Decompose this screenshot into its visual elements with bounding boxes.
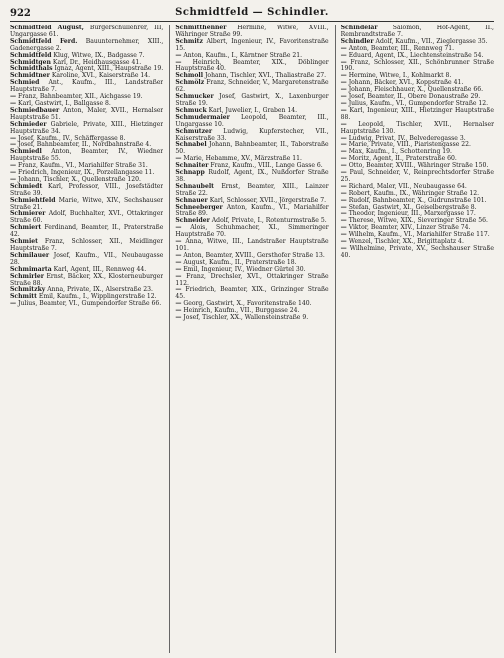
entry-name: — — [10, 134, 17, 142]
directory-entry — [10, 184, 163, 198]
entry-name: Schmitt — [10, 293, 37, 301]
entry-name: Schmiedl — [10, 148, 42, 156]
entry-details: Richard, Maler, VII., Neubaugasse 64. — [348, 182, 467, 190]
directory-entry — [341, 25, 494, 39]
directory-entry — [175, 170, 328, 184]
entry-details: Salomon, Hof-Agent, II., Rembrandtstraße 7. — [340, 25, 494, 38]
entry-name: Schindler — [340, 37, 374, 45]
entry-details: Robert, Kaufm., IX., Währinger Straße 12. — [348, 189, 480, 197]
entry-details: Klug, Witwe, IX., Badgasse 7. — [53, 51, 145, 59]
page-header — [10, 7, 494, 22]
entry-details: Adolf, Kaufm., VII., Zieglergasse 35. — [375, 37, 488, 45]
entry-name: Schmudermaier — [175, 113, 230, 121]
entry-details: Karl, Dr., Heidhausgasse 41. — [52, 58, 142, 66]
entry-name: Schmimarta — [10, 265, 52, 273]
directory-entry — [10, 108, 163, 122]
entry-details: Stefan, Gastwirt, XI., Geiselbergstraße 8. — [348, 203, 477, 211]
entry-details: Alois, Schuhmacher, XI., Simmeringer Hauptstraße 70. — [175, 224, 329, 239]
directory-entry — [175, 25, 328, 39]
entry-name: — — [10, 300, 17, 308]
entry-name: Schmitthenner — [175, 25, 227, 31]
entry-name: Schmuck — [175, 106, 207, 114]
running-title: Schmidtfeld — Schindler. — [175, 7, 329, 18]
directory-entry — [341, 108, 494, 122]
entry-details: Karl, Schlosser, XVII., Jörgerstraße 7. — [209, 196, 327, 204]
directory-entry — [175, 205, 328, 219]
entry-name: Schindelar — [340, 25, 378, 31]
entry-name: — — [340, 203, 347, 211]
entry-details: Anton, Maler, XVII., Hernalser Hauptstraße 51. — [10, 106, 164, 121]
entry-details: Moritz, Agent, II., Praterstraße 60. — [348, 155, 457, 163]
entry-details: Josef, Gastwirt, X., Laxenburger Straße 19. — [175, 93, 329, 107]
entry-name: — — [340, 155, 347, 163]
directory-entry — [175, 129, 328, 143]
entry-details: Adolf, Buchhalter, XVI., Ottakringer Straße 60. — [10, 210, 164, 225]
entry-name: Schmucker — [175, 93, 214, 101]
entry-details: Johann, Bahnbeamter, II., Taborstraße 50. — [175, 141, 329, 156]
directory-columns — [10, 25, 494, 653]
entry-name: — — [340, 99, 347, 107]
entry-name: Schnapp — [175, 169, 205, 177]
entry-name: — — [10, 93, 17, 101]
directory-entry — [175, 94, 328, 108]
entry-details: Anton, Beamter, III., Rennweg 71. — [348, 44, 455, 52]
entry-name: — — [175, 258, 182, 266]
entry-details: Viktor, Beamter, XIV., Linzer Straße 74. — [348, 224, 471, 232]
entry-details: Anton, Beamter, IV., Wiedner Hauptstraße 55. — [10, 148, 164, 163]
entry-details: Ernst, Beamter, XIII., Lainzer Straße 22. — [175, 182, 329, 197]
entry-name: — — [340, 120, 347, 128]
entry-name: Schnauer — [175, 196, 208, 204]
entry-details: Bürgerschullehrer, III, Ungargasse 61. — [10, 25, 164, 38]
entry-details: Franz, Drechsler, XVI., Ottakringer Straße 112. — [175, 272, 329, 287]
entry-details: Johann, Bäcker, XVI., Koppstraße 41. — [348, 79, 464, 87]
entry-details: Josef, Bahnbeamter, II., Nordbahnstraße 4. — [18, 141, 152, 149]
entry-name: — — [340, 196, 347, 204]
entry-name: — — [175, 307, 182, 315]
entry-details: Julius, Beamter, VI., Gumpendorfer Straße 66. — [18, 300, 162, 308]
entry-name: Schmidtfeld — [10, 51, 52, 59]
entry-name: Schnaubelt — [175, 182, 214, 190]
entry-details: Marie, Hebamme, XV., Märzstraße 11. — [183, 155, 302, 163]
entry-details: Josef, Beamter, II., Obere Donaustraße 29. — [348, 93, 481, 101]
directory-entry — [175, 39, 328, 53]
entry-details: Wilhelmine, Private, XV., Sechshauser Straße 40. — [340, 245, 494, 259]
entry-details: Friedrich, Ingenieur, IX., Porzellangasse 11. — [18, 169, 155, 177]
entry-details: Georg, Gastwirt, X., Favoritenstraße 140. — [183, 300, 312, 308]
entry-name: Schmutzer — [175, 127, 213, 135]
entry-details: Marie, Private, VIII., Piaristengasse 22. — [348, 141, 471, 149]
entry-details: Johann, Tischler, X., Quellenstraße 120. — [18, 175, 141, 183]
entry-name: — — [340, 86, 347, 94]
entry-name: Schmitzky — [10, 286, 46, 294]
entry-details: Otto, Beamter, XVIII., Währinger Straße 150. — [348, 162, 489, 170]
entry-name: Schmiehtfeld — [10, 196, 56, 204]
entry-name: Schmierer — [10, 210, 46, 218]
entry-name: Schmiet — [10, 238, 38, 246]
entry-details: Johann, Fleischhauer, X., Quellenstraße 66. — [348, 86, 484, 94]
entry-details: Rudolf, Bahnbeamter, X., Gudrunstraße 101. — [348, 196, 487, 204]
entry-name: — — [340, 148, 347, 156]
entry-name: Schmirler — [10, 272, 44, 280]
directory-entry — [10, 301, 163, 308]
directory-entry — [341, 122, 494, 136]
entry-name: Schmieder — [10, 120, 47, 128]
entry-name: Schneider — [175, 217, 210, 225]
entry-name: Schmidtgen — [10, 58, 51, 66]
directory-entry — [175, 60, 328, 74]
entry-details: Eduard, Agent, IX., Liechtensteinstraße 54. — [348, 51, 484, 59]
entry-details: Johann, Tischler, XVI., Thaliastraße 27. — [204, 72, 327, 80]
entry-details: Gabriele, Private, XIII., Hietzinger Hauptstraße 34. — [10, 120, 164, 135]
directory-entry — [175, 239, 328, 253]
entry-details: Anton, Kaufm., I., Kärntner Straße 21. — [183, 51, 303, 59]
entry-name: — — [340, 231, 347, 239]
entry-details: Ferdinand, Beamter, II., Praterstraße 42. — [10, 224, 164, 239]
entry-details: Anton, Beamter, XVIII., Gersthofer Straße 13. — [183, 251, 325, 259]
entry-details: Karoline, XVI., Kaiserstraße 14. — [51, 72, 151, 80]
entry-name: — — [10, 141, 17, 149]
entry-name: — — [340, 58, 347, 66]
entry-name: — — [340, 134, 347, 142]
entry-details: Emil, Ingenieur, IV., Wiedner Gürtel 30. — [183, 265, 306, 273]
entry-name: — — [10, 99, 17, 107]
entry-details: Karl, Agent, III., Rennweg 44. — [53, 265, 147, 273]
entry-details: Josef, Kaufm., VII., Neubaugasse 28. — [10, 251, 164, 266]
entry-name: — — [340, 44, 347, 52]
entry-name: — — [340, 106, 347, 114]
directory-entry — [10, 211, 163, 225]
entry-details: Wilhelm, Kaufm., VI., Mariahilfer Straße 117. — [348, 231, 490, 239]
entry-name: Schmidthals — [10, 65, 53, 73]
entry-details: August, Kaufm., II., Praterstraße 18. — [183, 258, 297, 266]
directory-entry — [175, 142, 328, 156]
directory-entry — [341, 60, 494, 74]
entry-details: Franz, Kaufm., VI., Mariahilfer Straße 31. — [18, 162, 148, 170]
directory-entry — [175, 274, 328, 288]
entry-name: Schmölz — [175, 79, 205, 87]
entry-name: Schnabel — [175, 141, 207, 149]
entry-details: Ludwig, Kupferstecher, VII., Kaiserstraße 33. — [175, 127, 329, 142]
entry-details: Karl, Professor, VIII., Josefstädter Straße 39. — [10, 182, 164, 197]
entry-details: Albert, Ingenieur, IV., Favoritenstraße 15. — [175, 37, 329, 52]
entry-name: Schmidtfeld August, — [10, 25, 84, 31]
entry-name: — — [340, 162, 347, 170]
entry-name: Schmiedt — [10, 182, 43, 190]
directory-entry — [10, 39, 163, 53]
directory-entry — [10, 253, 163, 267]
directory-column-1 — [10, 25, 163, 653]
entry-details: Franz, Schlosser, XII., Schönbrunner Straße 190. — [340, 58, 494, 73]
directory-entry — [175, 115, 328, 129]
entry-name: Schnaiter — [175, 162, 209, 170]
entry-details: Leopold, Beamter, III., Ungargasse 10. — [175, 113, 329, 128]
entry-details: Emil, Kaufm., I., Wipplingerstraße 12. — [38, 293, 157, 301]
entry-details: Hermine, Witwe, I., Kohlmarkt 8. — [348, 72, 452, 80]
entry-details: Marie, Witwe, XIV., Sechshauser Straße 21. — [10, 196, 164, 211]
entry-details: Franz, Bahnbeamter, XII., Aichgasse 19. — [18, 93, 143, 101]
entry-details: Heinrich, Kaufm., VII., Burggasse 24. — [183, 307, 300, 315]
entry-details: Franz, Schlosser, XII., Meidlinger Hauptstraße 7. — [10, 238, 164, 252]
entry-details: Paul, Schneider, V., Reinprechtsdorfer Straße 25. — [340, 169, 494, 183]
entry-name: — — [340, 189, 347, 197]
entry-details: Anton, Kaufm., VI., Mariahilfer Straße 89. — [175, 203, 329, 218]
entry-details: Friedrich, Beamter, XIX., Grinzinger Straße 45. — [175, 286, 329, 301]
entry-name: Schneeberger — [175, 203, 223, 211]
entry-details: Ernst, Bäcker, XX., Klosterneuburger Straße 88. — [10, 272, 164, 287]
entry-details: Wenzel, Tischler, XX., Brigittaplatz 4. — [348, 238, 464, 246]
entry-details: Franz, Kaufm., VIII., Lange Gasse 6. — [210, 162, 323, 170]
directory-entry — [10, 25, 163, 39]
directory-entry — [10, 122, 163, 136]
entry-details: Karl, Gastwirt, I., Ballgasse 8. — [18, 99, 111, 107]
entry-name: Schmidtner — [10, 72, 50, 80]
entry-name: — — [175, 272, 182, 280]
entry-details: Hermine, Witwe, XVIII., Währinger Straße 99. — [175, 25, 329, 38]
entry-details: Franz, Schneider, V., Margaretenstraße 62. — [175, 79, 329, 94]
directory-entry — [175, 184, 328, 198]
entry-name: — — [175, 314, 182, 322]
entry-details: Ignaz, Agent, XIII., Haupstraße 19. — [54, 65, 164, 73]
entry-name: — — [175, 300, 182, 308]
page-number: 922 — [10, 8, 31, 19]
entry-details: Ant., Kaufm., III., Landstraßer Hauptstraße 7. — [10, 79, 164, 94]
entry-details: Julius, Kaufm., VI., Gumpendorfer Straße 12. — [348, 99, 489, 107]
entry-details: Theodor, Ingenieur, III., Marxergasse 17. — [348, 210, 476, 218]
entry-name: — — [10, 162, 17, 170]
entry-name: Schmiedbauer — [10, 106, 60, 114]
entry-name: — — [175, 265, 182, 273]
entry-name: — — [340, 210, 347, 218]
entry-details: Max, Kaufm., I., Schottenring 19. — [348, 148, 452, 156]
directory-entry — [10, 80, 163, 94]
entry-name: — — [340, 72, 347, 80]
directory-column-3 — [335, 25, 494, 653]
entry-details: Ludwig, Privat, IV., Belvederegasse 3. — [348, 134, 466, 142]
entry-name: Schmoll — [175, 72, 204, 80]
entry-name: — — [340, 141, 347, 149]
entry-name: — — [175, 155, 182, 163]
entry-name: — — [340, 238, 347, 246]
entry-name: — — [175, 51, 182, 59]
entry-name: — — [340, 51, 347, 59]
directory-entry — [10, 198, 163, 212]
entry-name: — — [10, 175, 17, 183]
directory-entry — [175, 80, 328, 94]
entry-details: Josef, Kaufm., IV., Schäffergasse 8. — [18, 134, 126, 142]
directory-entry — [341, 170, 494, 184]
directory-column-2 — [169, 25, 328, 653]
directory-entry — [175, 315, 328, 322]
entry-details: Karl, Ingenieur, XIII., Hietzinger Hauptstraße 88. — [340, 106, 494, 121]
entry-name: — — [340, 224, 347, 232]
entry-name: — — [10, 169, 17, 177]
directory-entry — [341, 246, 494, 260]
entry-details: Anna, Private, IX., Alserstraße 23. — [47, 286, 153, 294]
entry-details: Adolf, Private, I., Rotenturmstraße 5. — [211, 217, 327, 225]
entry-name: — — [340, 79, 347, 87]
entry-details: Bauunternehmer, XIII., Gadenergasse 2. — [10, 37, 164, 52]
entry-name: — — [175, 224, 182, 232]
directory-entry — [10, 239, 163, 253]
entry-name: Schmidtfeld Ferd. — [10, 37, 78, 45]
entry-details: Leopold, Tischler, XVII., Hernalser Hauptstraße 130. — [340, 120, 494, 135]
entry-name: — — [175, 58, 182, 66]
entry-details: Heinrich, Beamter, XIX., Döblinger Hauptstraße 40. — [175, 58, 329, 73]
entry-name: — — [340, 182, 347, 190]
entry-name: — — [175, 286, 182, 294]
directory-entry — [175, 225, 328, 239]
entry-details: Therese, Witwe, XIX., Sieveringer Straße 56. — [348, 217, 488, 225]
entry-name: — — [340, 169, 347, 177]
entry-name: — — [340, 245, 347, 252]
entry-details: Rudolf, Agent, IX., Nußdorfer Straße 38. — [175, 169, 329, 183]
entry-name: — — [175, 238, 182, 246]
entry-name: Schmiert — [10, 224, 42, 232]
entry-name: — — [175, 251, 182, 259]
directory-entry — [10, 149, 163, 163]
entry-name: — — [340, 217, 347, 225]
entry-name: Schmilauer — [10, 251, 50, 259]
entry-details: Karl, Juwelier, I., Graben 14. — [208, 106, 298, 114]
directory-entry — [10, 225, 163, 239]
entry-name: Schmitz — [175, 37, 203, 45]
entry-details: Josef, Tischler, XX., Wallensteinstraße 9. — [183, 314, 309, 322]
entry-name: Schmied — [10, 79, 40, 87]
directory-entry — [10, 274, 163, 288]
entry-name: — — [340, 93, 347, 101]
directory-entry — [175, 287, 328, 301]
entry-details: Anna, Witwe, III., Landstraßer Hauptstraße 101. — [175, 238, 329, 252]
